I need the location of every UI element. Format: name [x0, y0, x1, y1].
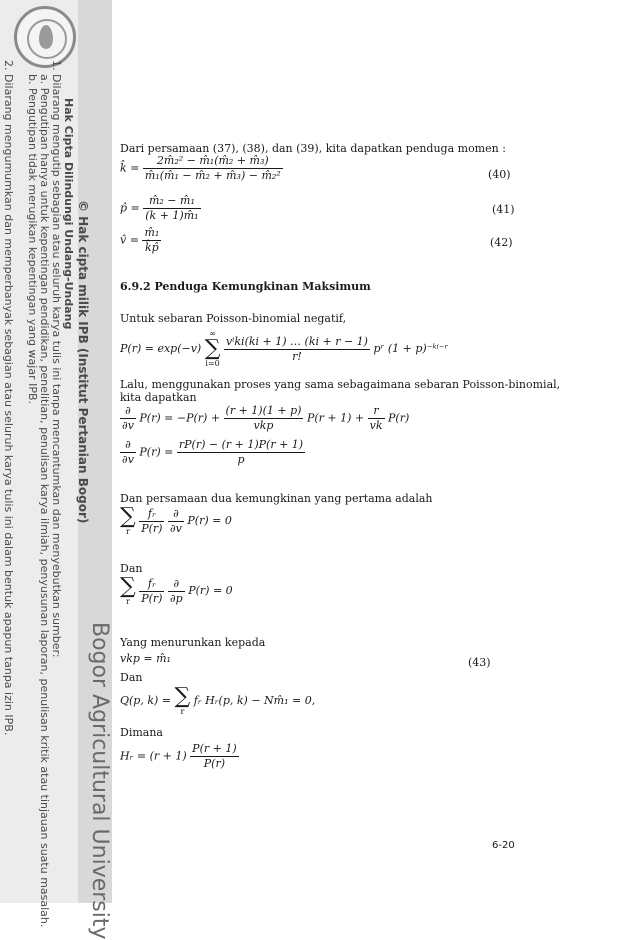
eq-h-numerator: P(r + 1) [192, 742, 237, 755]
university-name: Bogor Agricultural University [87, 622, 112, 940]
eq-q-sum-sub: r [180, 707, 185, 716]
eq-s2-d: ∂ [168, 577, 185, 592]
eq-h-denominator: P(r) [203, 757, 226, 770]
eq-pr-rhs: pʳ (1 + p)⁻ᵏⁱ⁻ʳ [373, 342, 449, 355]
eq-s2-numerator: fᵣ [139, 577, 164, 592]
copyright-rule-1: 1. Dilarang mengutip sebagian atau seluruh karya tulis ini tanpa mencantumkan dan menyebutkan sumber: [50, 60, 63, 658]
eq40-fraction [143, 154, 283, 183]
eq-s2-rhs: P(r) = 0 [188, 584, 233, 597]
eq-dv1-denominator: vkp [253, 419, 274, 432]
equation-41 [120, 194, 201, 223]
equation-dv-2 [120, 438, 305, 467]
copyright-rule-1b: b. Pengutipan tidak merugikan kepentingan yang wajar IPB. [26, 74, 39, 405]
page-number: 6-20 [492, 840, 515, 851]
equation-pr [120, 330, 448, 368]
eq42-tag: (42) [490, 236, 513, 249]
eq41-denominator: (k + 1)m̂₁ [145, 209, 199, 222]
para-process-2: kita dapatkan [120, 391, 197, 404]
intro-text: Dari persamaan (37), (38), dan (39), kita dapatkan penduga momen : [120, 142, 506, 155]
eq-pr-sum: ∞ ∑ i=0 [204, 329, 221, 368]
eq42-denominator: k̂p̂ [145, 241, 159, 254]
eq-dv2-operator [120, 438, 136, 467]
eq-dv1-fraction [224, 404, 304, 433]
equation-q [120, 686, 315, 716]
eq-s1-operator [168, 507, 184, 536]
eq-s2-fraction [139, 577, 164, 606]
eq-dv1-operator [120, 404, 136, 433]
eq-dv2-a: P(r) = [139, 445, 174, 459]
eq-s1-dv: ∂v [169, 521, 182, 535]
eq-q-rhs: fᵣ Hᵣ(p, k) − Nm̂₁ = 0, [193, 694, 316, 707]
eq-dv2-numerator: rP(r) − (r + 1)P(r + 1) [178, 438, 304, 451]
eq-pr-sum-top: ∞ [209, 329, 216, 338]
eq-s1-fraction [139, 507, 164, 536]
para-likelihood: Dan persamaan dua kemungkinan yang pertama adalah [120, 492, 433, 505]
para-negative-binomial: Untuk sebaran Poisson-binomial negatif, [120, 312, 347, 325]
eq40-tag: (40) [488, 168, 511, 181]
eq-dv1-fraction-2 [368, 404, 385, 433]
eq-s1-sum: ∑ r [120, 504, 136, 536]
eq-q-lhs: Q(p, k) = [120, 694, 172, 707]
dan-text-2: Dan [120, 671, 143, 684]
eq40-lhs: k̂ = [120, 161, 140, 175]
eq-dv1-d: ∂ [120, 404, 136, 419]
eq-dv1-denominator-2: vk [369, 419, 383, 432]
equation-43: vkp = m̂₁ [120, 652, 171, 665]
eq-s2-sum-sub: r [125, 597, 130, 606]
eq42-lhs: v̂ = [120, 233, 139, 247]
ipb-seal-icon [14, 6, 76, 68]
eq-dv2-denominator: p [237, 453, 245, 466]
dimana-text: Dimana [120, 726, 163, 739]
eq42-fraction [142, 226, 161, 255]
eq-s1-d: ∂ [168, 507, 184, 522]
eq41-tag: (41) [492, 203, 515, 216]
eq42-numerator: m̂₁ [144, 226, 160, 239]
eq-s1-denominator: P(r) [141, 521, 163, 535]
eq-dv2-fraction [177, 438, 305, 467]
eq-s1-numerator: fᵣ [139, 507, 164, 522]
eq-pr-lhs: P(r) = exp(−v) [120, 342, 202, 355]
eq-dv1-a: P(r) = −P(r) + [139, 411, 221, 425]
eq-pr-denominator: r! [292, 349, 302, 363]
eq-dv1-b: P(r + 1) + [306, 411, 365, 425]
eq-s2-sum: ∑ r [120, 574, 136, 606]
eq-h-fraction [190, 742, 238, 771]
dan-text-1: Dan [120, 562, 143, 575]
eq-dv1-numerator: (r + 1)(1 + p) [225, 404, 302, 417]
para-leads-to: Yang menurunkan kepada [120, 636, 266, 649]
eq41-numerator: m̂₂ − m̂₁ [143, 194, 200, 209]
equation-h [120, 742, 239, 771]
eq-dv2-d: ∂ [120, 438, 136, 453]
copyright-owner: © Hak cipta milik IPB (Institut Pertanian Bogor) [76, 200, 90, 524]
eq40-denominator: m̂₁(m̂₁ − m̂₂ + m̂₃) − m̂₂² [144, 169, 281, 182]
eq-s2-operator [168, 577, 185, 606]
eq-pr-fraction [224, 335, 370, 364]
eq41-fraction [143, 194, 200, 223]
equation-42 [120, 226, 161, 255]
eq-dv1-dv: ∂v [122, 419, 134, 432]
eq-dv2-dv: ∂v [122, 453, 134, 466]
equation-sum-2 [120, 576, 233, 606]
eq-s2-denominator: P(r) [141, 591, 163, 605]
copyright-rule-2: 2. Dilarang mengumumkan dan memperbanyak sebagian atau seluruh karya tulis ini dalam bentuk apapun tanpa izin IPB. [2, 60, 15, 736]
eq-pr-sum-bottom: i=0 [205, 359, 220, 368]
eq-s1-sum-sub: r [125, 527, 130, 536]
eq-q-sum: ∑ r [174, 684, 191, 716]
eq41-lhs: p̂ = [120, 201, 140, 215]
copyright-rule-1a: a. Pengutipan hanya untuk kepentingan pendidikan, penelitian, penulisan karya ilmiah, penyusunan laporan, penulisan kritik atau tinjauan suatu masalah. [38, 74, 51, 928]
para-process-1: Lalu, menggunakan proses yang sama sebagaimana sebaran Poisson-binomial, [120, 378, 561, 391]
eq-h-lhs: Hᵣ = (r + 1) [120, 749, 187, 763]
eq40-numerator: 2m̂₂² − m̂₁(m̂₂ + m̂₃) [143, 154, 283, 169]
eq-s1-rhs: P(r) = 0 [187, 514, 232, 527]
equation-40 [120, 154, 283, 183]
equation-sum-1 [120, 506, 232, 536]
eq43-tag: (43) [468, 656, 491, 669]
copyright-title: Hak Cipta Dilindungi Undang-Undang [62, 98, 75, 330]
eq-dv1-numerator-2: r [368, 404, 385, 419]
eq-s2-dp: ∂p [169, 591, 183, 605]
eq-dv1-c: P(r) [388, 411, 410, 425]
eq-pr-numerator: vⁱki(ki + 1) … (ki + r − 1) [225, 334, 368, 348]
equation-dv-1 [120, 404, 409, 433]
section-heading: 6.9.2 Penduga Kemungkinan Maksimum [120, 280, 371, 293]
